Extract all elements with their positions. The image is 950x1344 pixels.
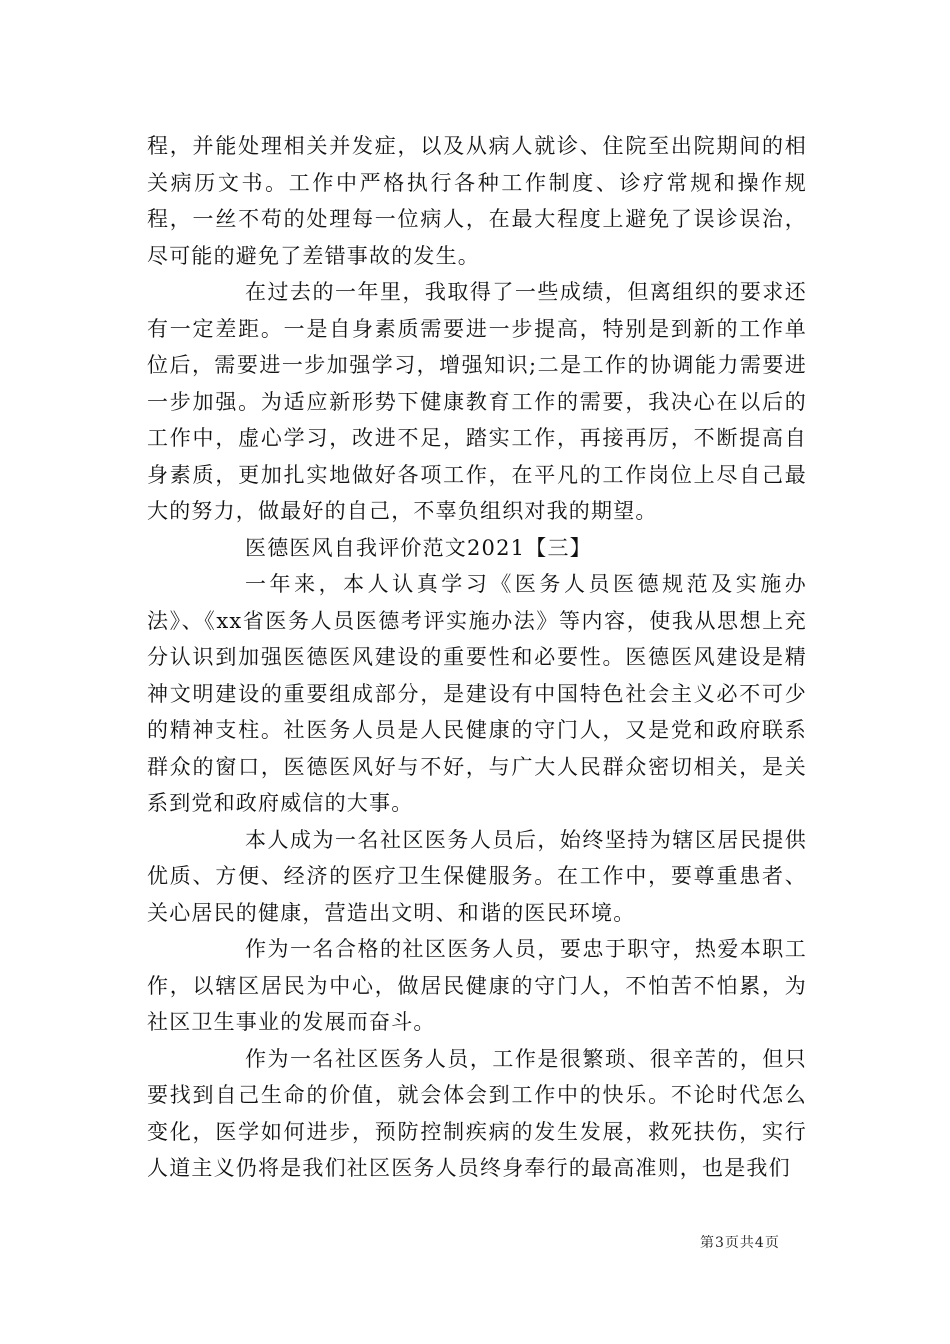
paragraph-value: 作为一名社区医务人员，工作是很繁琐、很辛苦的，但只要找到自己生命的价值，就会体会到工作中的快乐。不论时代怎么变化，医学如何进步，预防控制疾病的发生发展，救死扶伤，实行人道主义仍将是我们社区医务人员终身奉行的最高准则，也是我们 [147, 1046, 807, 1180]
section-heading: 医德医风自我评价范文2021【三】 [245, 535, 592, 560]
page-number: 第3页共4页 [700, 1235, 780, 1251]
paragraph-continuation: 程，并能处理相关并发症，以及从病人就诊、住院至出院期间的相关病历文书。工作中严格执行各种工作制度、诊疗常规和操作规程，一丝不苟的处理每一位病人，在最大程度上避免了误诊误治，尽可能的避免了差错事故的发生。 [147, 134, 807, 268]
paragraph-service: 本人成为一名社区医务人员后，始终坚持为辖区居民提供优质、方便、经济的医疗卫生保健服务。在工作中，要尊重患者、关心居民的健康，营造出文明、和谐的医民环境。 [147, 827, 807, 925]
body-text [147, 128, 807, 1187]
paragraph-study: 一年来，本人认真学习《医务人员医德规范及实施办法》、《xx省医务人员医德考评实施办法》等内容，使我从思想上充分认识到加强医德医风建设的重要性和必要性。医德医风建设是精神文明建设的重要组成部分，是建设有中国特色社会主义必不可少的精神支柱。社医务人员是人民健康的守门人，又是党和政府联系群众的窗口，医德医风好与不好，与广大人民群众密切相关，是关系到党和政府威信的大事。 [147, 572, 807, 815]
paragraph-duty: 作为一名合格的社区医务人员，要忠于职守，热爱本职工作，以辖区居民为中心，做居民健康的守门人，不怕苦不怕累，为社区卫生事业的发展而奋斗。 [147, 937, 807, 1034]
paragraph-shortcomings: 在过去的一年里，我取得了一些成绩，但离组织的要求还有一定差距。一是自身素质需要进一步提高，特别是到新的工作单位后，需要进一步加强学习，增强知识;二是工作的协调能力需要进一步加强。为适应新形势下健康教育工作的需要，我决心在以后的工作中，虚心学习，改进不足，踏实工作，再接再厉，不断提高自身素质，更加扎实地做好各项工作，在平凡的工作岗位上尽自己最大的努力，做最好的自己，不辜负组织对我的期望。 [147, 280, 807, 523]
